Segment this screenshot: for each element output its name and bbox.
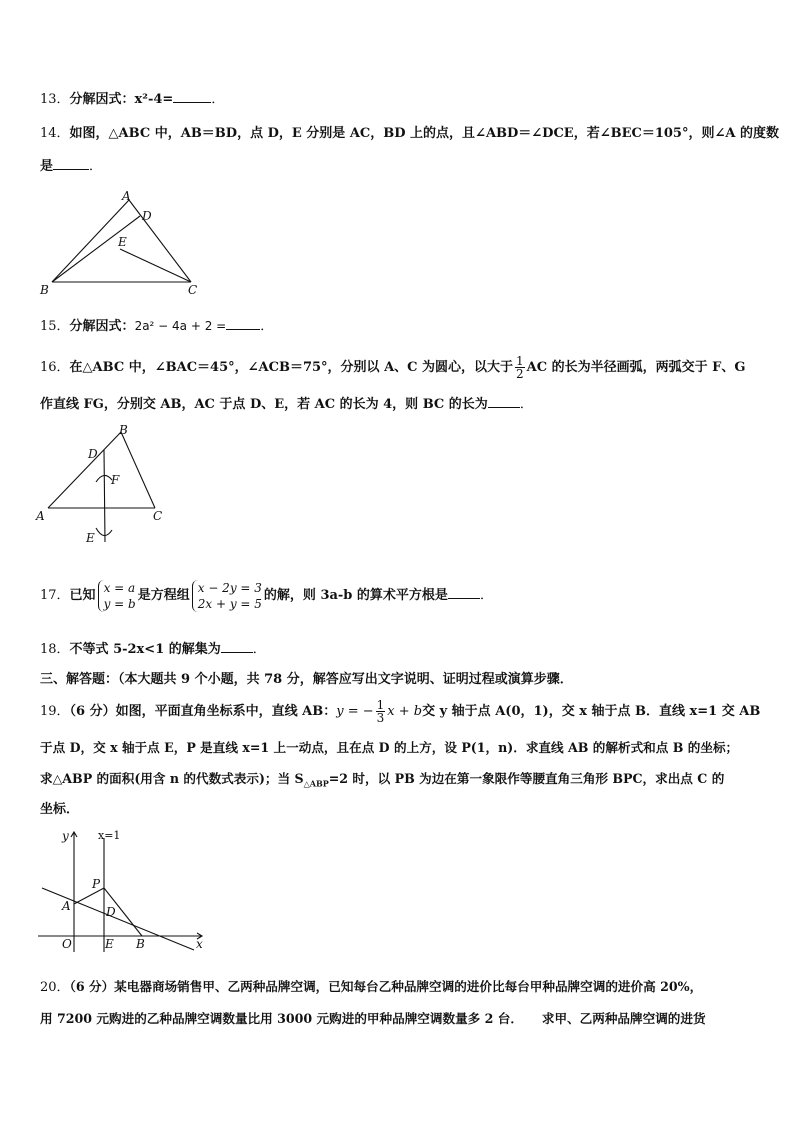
q13-text: 分解因式：x²-4= <box>69 92 174 107</box>
q19-fraction <box>376 699 386 724</box>
question-20-line-2 <box>40 1010 706 1029</box>
q16-text-1b: AC 的长为半径画弧，两弧交于 F、G <box>526 360 746 375</box>
question-14-line-1 <box>40 125 779 143</box>
q14-text-1: 如图，△ABC 中，AB＝BD，点 D，E 分别是 AC，BD 上的点，且∠ABD＝∠DCE，若∠BEC＝105°，则∠A 的度数 <box>69 126 779 141</box>
q16-triangle-figure <box>34 422 169 552</box>
q19-eq-post: x + b <box>387 704 423 719</box>
q17-sys2-b: 2x + y = 5 <box>197 596 262 611</box>
q14-label-e: E <box>118 235 127 249</box>
q14-answer-blank <box>53 157 89 170</box>
q19-label-o: O <box>62 937 72 951</box>
q14-end: ． <box>89 159 103 174</box>
q16-fraction <box>515 355 525 380</box>
q17-mid: 是方程组 <box>137 588 190 603</box>
q15-answer-blank <box>226 317 260 330</box>
q15-end: ． <box>260 319 274 334</box>
question-18 <box>40 640 266 659</box>
q14-label-c: C <box>188 283 198 297</box>
q16-segment-ab <box>48 432 121 508</box>
q19-label-y: y <box>62 829 69 843</box>
question-19-line-4 <box>40 801 79 819</box>
q14-segment-bd <box>52 216 140 282</box>
q19-label-d: D <box>106 905 116 919</box>
q17-sys1-a: x = a <box>103 580 136 595</box>
section-3-text: 三、解答题：（本大题共 9 个小题，共 78 分，解答应写出文字说明、证明过程或演算步骤． <box>40 672 573 687</box>
q17-pre: 已知 <box>69 588 96 603</box>
question-15 <box>40 317 273 336</box>
q19-pre: （6 分）如图，平面直角坐标系中，直线 AB： <box>69 704 337 719</box>
q13-end: ． <box>211 92 225 107</box>
question-19-line-2 <box>40 739 738 758</box>
q19-eq-pre: y = − <box>336 704 374 719</box>
q16-label-d: D <box>88 447 98 461</box>
q17-post: 的解，则 3a-b 的算术平方根是 <box>263 588 448 603</box>
q17-number: 17． <box>40 588 70 603</box>
q13-answer-blank <box>173 90 211 103</box>
q19-text-4: 坐标． <box>40 802 80 817</box>
q19-text-3b: =2 时，以 PB 为边在第一象限作等腰直角三角形 BPC，求出点 C 的 <box>328 771 725 786</box>
question-16-line-1 <box>40 355 746 381</box>
q19-text-1: 交 y 轴于点 A(0，1)，交 x 轴于点 B．直线 x=1 交 AB <box>422 704 761 719</box>
question-19-line-1 <box>40 699 760 725</box>
question-20-line-1 <box>40 978 702 997</box>
q17-sys2-a: x − 2y = 3 <box>197 580 262 595</box>
question-19-line-3 <box>40 770 724 793</box>
question-14-line-2 <box>40 157 102 176</box>
q19-text-3a: 求△ABP 的面积(用含 n 的代数式表示)；当 S <box>40 771 304 786</box>
q17-equation-system <box>192 580 262 612</box>
q16-arc-e <box>96 528 112 536</box>
q19-frac-den: 3 <box>376 711 385 725</box>
q14-triangle-figure <box>36 188 206 300</box>
q16-label-c: C <box>153 509 163 523</box>
q17-sys1-b: y = b <box>103 596 136 611</box>
q14-number: 14． <box>40 126 70 141</box>
q18-text: 不等式 5-2x<1 的解集为 <box>69 642 221 657</box>
q16-label-f: F <box>111 473 120 487</box>
q16-label-b: B <box>119 423 128 437</box>
q13-number: 13． <box>40 92 70 107</box>
q19-coordinate-figure <box>34 826 210 954</box>
q19-number: 19． <box>40 704 70 719</box>
q20-text-2: 用 7200 元购进的乙种品牌空调数量比用 3000 元购进的甲种品牌空调数量多 2 台． 求甲、乙两种品牌空调的进货 <box>40 1011 706 1026</box>
q19-text-2: 于点 D，交 x 轴于点 E，P 是直线 x=1 上一动点，且在点 D 的上方，设 P(1，n)．求直线 AB 的解析式和点 B 的坐标； <box>40 740 739 755</box>
q17-answer-blank <box>448 586 480 599</box>
q18-end: ． <box>252 642 266 657</box>
q14-label-a: A <box>122 189 131 203</box>
q15-text: 分解因式： <box>69 319 135 334</box>
q19-frac-num: 1 <box>376 698 385 712</box>
q14-label-b: B <box>40 283 49 297</box>
q18-number: 18． <box>40 642 70 657</box>
q19-label-x: x <box>196 937 203 951</box>
q16-label-a: A <box>36 509 45 523</box>
q15-expression: 2a² − 4a + 2 = <box>134 319 227 333</box>
q17-end: ． <box>479 588 493 603</box>
q16-label-e: E <box>86 531 95 545</box>
q15-number: 15． <box>40 319 70 334</box>
q16-text-1a: 在△ABC 中，∠BAC＝45°，∠ACB＝75°，分别以 A、C 为圆心，以大于 <box>69 360 514 375</box>
q17-solution-system <box>98 580 136 612</box>
q14-segment-ec <box>120 249 191 282</box>
question-16-line-2 <box>40 395 533 414</box>
q16-line-fg <box>104 450 105 542</box>
q19-label-e: E <box>105 937 114 951</box>
section-3-heading <box>40 671 573 689</box>
q16-segment-bc <box>121 432 155 508</box>
q16-end: ． <box>519 397 533 412</box>
q18-answer-blank <box>221 640 253 653</box>
q16-frac-num: 1 <box>516 354 524 368</box>
q19-label-x1: x=1 <box>98 829 121 842</box>
q16-frac-den: 2 <box>516 367 524 381</box>
q19-label-a: A <box>62 899 71 913</box>
q16-number: 16． <box>40 360 70 375</box>
q20-text-1: （6 分）某电器商场销售甲、乙两种品牌空调，已知每台乙种品牌空调的进价比每台甲种品牌空调的进价高 20%， <box>69 979 703 994</box>
q20-number: 20． <box>40 980 70 995</box>
q19-text-3-sub: △ABP <box>303 778 329 789</box>
q16-answer-blank <box>488 395 520 408</box>
question-17 <box>40 574 493 618</box>
q19-label-b: B <box>136 937 145 951</box>
q14-text-2: 是 <box>40 159 54 174</box>
q14-label-d: D <box>142 209 152 223</box>
q16-text-2: 作直线 FG，分别交 AB，AC 于点 D、E，若 AC 的长为 4，则 BC 的长为 <box>40 397 488 412</box>
q19-label-p: P <box>92 877 101 891</box>
q14-segment-ac <box>129 200 191 282</box>
question-13 <box>40 90 224 109</box>
